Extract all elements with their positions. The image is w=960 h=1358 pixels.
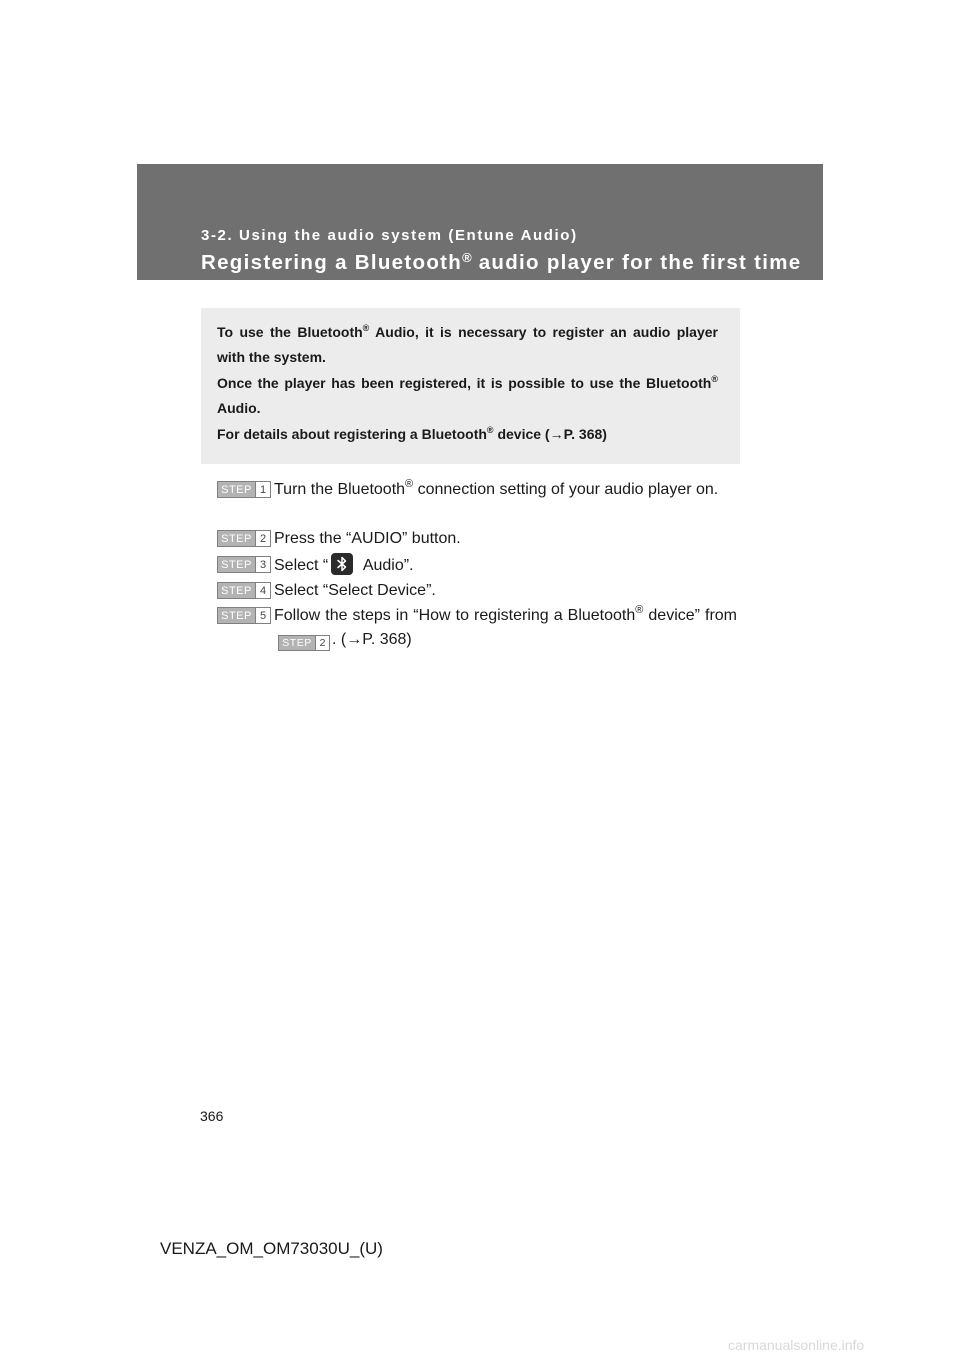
step-text: Press the “AUDIO” button. bbox=[274, 530, 461, 547]
step-text: Select “Select Device”. bbox=[274, 582, 436, 599]
step-text: Select “ Audio”. bbox=[274, 553, 737, 578]
step-badge: STEP 3 bbox=[217, 556, 271, 573]
step-badge: STEP 5 bbox=[217, 607, 271, 624]
info-paragraph-1: To use the Bluetooth® Audio, it is necessary to register an audio player with the system. bbox=[217, 323, 718, 365]
watermark: carmanualsonline.info bbox=[728, 1337, 865, 1353]
step-badge: STEP 4 bbox=[217, 582, 271, 599]
step-badge: STEP 2 bbox=[217, 530, 271, 547]
info-box bbox=[201, 308, 740, 464]
info-paragraph-2: Once the player has been registered, it is possible to use the Bluetooth® Audio. bbox=[217, 374, 718, 416]
page-title: Registering a Bluetooth® audio player for the first time bbox=[201, 250, 802, 274]
document-id: VENZA_OM_OM73030U_(U) bbox=[160, 1239, 383, 1258]
info-paragraph-3: For details about registering a Bluetooth® device (→P. 368) bbox=[217, 425, 607, 442]
step-text: Turn the Bluetooth® connection setting of your audio player on. bbox=[274, 478, 719, 498]
step-reference-badge: STEP 2 bbox=[278, 635, 330, 651]
step-badge: STEP 1 bbox=[217, 481, 271, 498]
step-text: Follow the steps in “How to registering a Bluetooth® device” from STEP 2 . (→P. 368) bbox=[274, 604, 738, 649]
page-number: 366 bbox=[200, 1108, 224, 1124]
section-label: 3-2. Using the audio system (Entune Audio) bbox=[201, 227, 578, 244]
bluetooth-icon bbox=[331, 553, 353, 575]
section-header bbox=[137, 164, 823, 280]
